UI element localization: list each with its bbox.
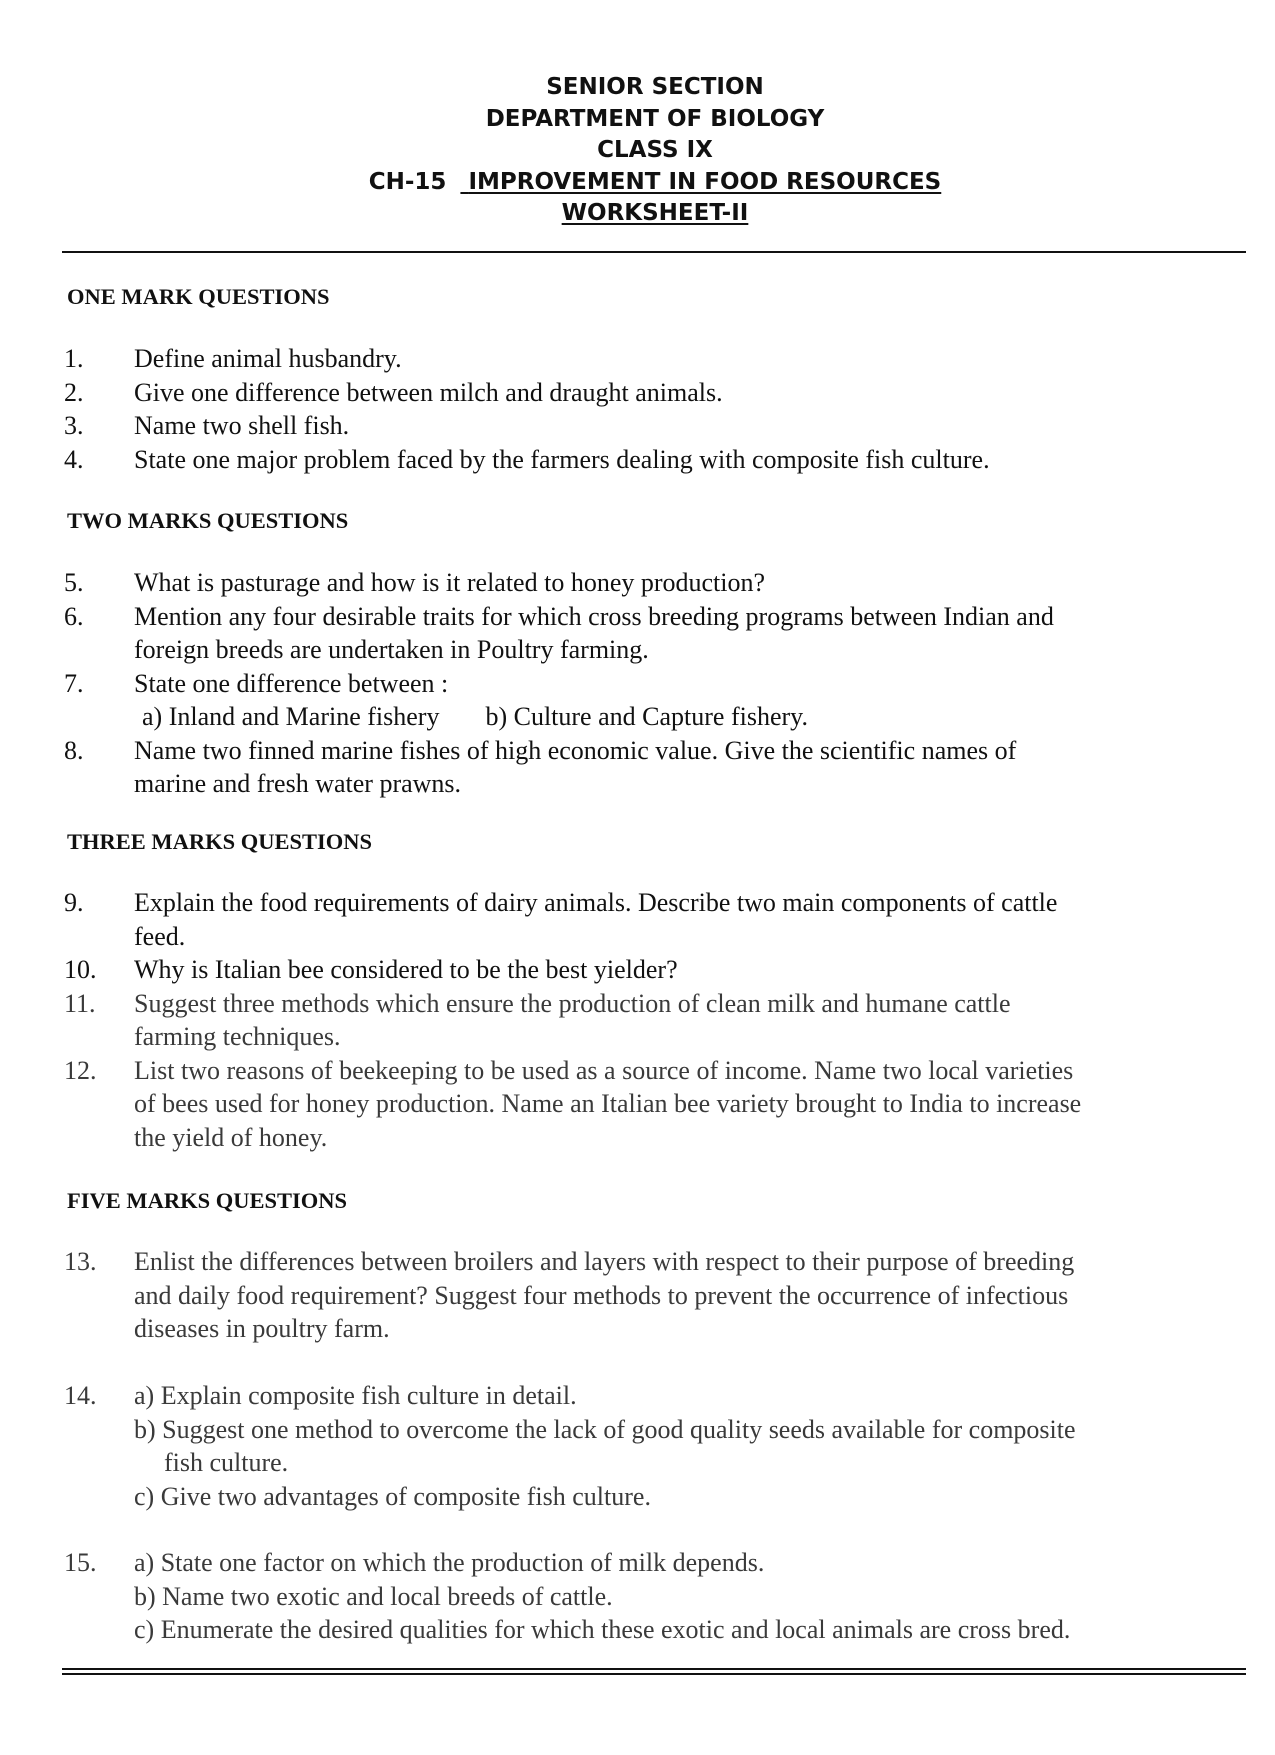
question-text: feed. bbox=[134, 921, 186, 951]
question-number: 13. bbox=[64, 1247, 97, 1276]
worksheet-header bbox=[0, 72, 1275, 230]
question-number: 9. bbox=[64, 888, 84, 917]
worksheet-title: WORKSHEET-II bbox=[561, 200, 749, 226]
question-number: 10. bbox=[64, 955, 97, 984]
question-text: b) Name two exotic and local breeds of cattle. bbox=[134, 1581, 613, 1611]
question-text: farming techniques. bbox=[134, 1022, 341, 1051]
question-text: Suggest three methods which ensure the production of clean milk and humane cattle bbox=[134, 988, 1011, 1018]
question-parts bbox=[134, 700, 808, 734]
question-text: a) State one factor on which the production of milk depends. bbox=[134, 1548, 765, 1577]
question-text: State one difference between : bbox=[134, 668, 449, 698]
section-two-marks: TWO MARKS QUESTIONS bbox=[67, 508, 349, 533]
question-text: Name two finned marine fishes of high economic value. Give the scientific names of bbox=[134, 735, 1017, 765]
question-text: fish culture. bbox=[164, 1448, 289, 1477]
question-number: 15. bbox=[64, 1548, 97, 1577]
chapter-title: IMPROVEMENT IN FOOD RESOURCES bbox=[468, 168, 942, 195]
question-number: 2. bbox=[64, 377, 84, 407]
question-text: foreign breeds are undertaken in Poultry farming. bbox=[134, 635, 649, 664]
question-text: of bees used for honey production. Name an Italian bee variety brought to India to increase bbox=[134, 1089, 1082, 1118]
question-number: 4. bbox=[64, 444, 84, 474]
question-text: b) Suggest one method to overcome the lack of good quality seeds available for composite bbox=[134, 1414, 1076, 1444]
footer-divider-top bbox=[62, 1668, 1246, 1670]
class-label: CLASS IX bbox=[597, 137, 713, 163]
part-b: b) Culture and Capture fishery. bbox=[485, 702, 808, 731]
question-text: Name two shell fish. bbox=[134, 411, 350, 440]
question-number: 5. bbox=[64, 568, 84, 597]
school-section: SENIOR SECTION bbox=[546, 74, 764, 100]
question-text: diseases in poultry farm. bbox=[134, 1314, 390, 1343]
question-number: 11. bbox=[64, 988, 96, 1018]
question-number: 6. bbox=[64, 601, 84, 631]
question-text: Give one difference between milch and draught animals. bbox=[134, 377, 723, 407]
question-text: and daily food requirement? Suggest four methods to prevent the occurrence of infectious bbox=[134, 1280, 1069, 1310]
question-number: 14. bbox=[64, 1381, 97, 1410]
part-a: a) Inland and Marine fishery bbox=[142, 702, 440, 731]
footer-divider-bottom bbox=[62, 1673, 1246, 1675]
question-text: marine and fresh water prawns. bbox=[134, 769, 462, 798]
question-text: Explain the food requirements of dairy animals. Describe two main components of cattle bbox=[134, 888, 1058, 917]
question-text: the yield of honey. bbox=[134, 1122, 328, 1152]
question-text: Enlist the differences between broilers and layers with respect to their purpose of breeding bbox=[134, 1247, 1075, 1276]
question-text: Why is Italian bee considered to be the best yielder? bbox=[134, 955, 678, 984]
question-number: 1. bbox=[64, 344, 84, 373]
question-text: What is pasturage and how is it related to honey production? bbox=[134, 568, 766, 597]
chapter-code: CH-15 bbox=[368, 168, 447, 195]
chapter-line bbox=[0, 167, 1275, 199]
question-number: 8. bbox=[64, 735, 84, 765]
question-number: 12. bbox=[64, 1055, 97, 1085]
question-text: a) Explain composite fish culture in detail. bbox=[134, 1381, 577, 1410]
question-text: List two reasons of beekeeping to be used as a source of income. Name two local varieties bbox=[134, 1055, 1074, 1085]
question-text: Define animal husbandry. bbox=[134, 344, 402, 373]
question-text: c) Enumerate the desired qualities for which these exotic and local animals are cross bred. bbox=[134, 1615, 1071, 1644]
question-text: Mention any four desirable traits for which cross breeding programs between Indian and bbox=[134, 601, 1054, 631]
header-divider bbox=[62, 251, 1246, 253]
section-three-marks: THREE MARKS QUESTIONS bbox=[67, 829, 373, 854]
section-five-marks: FIVE MARKS QUESTIONS bbox=[67, 1188, 348, 1213]
section-one-mark: ONE MARK QUESTIONS bbox=[67, 284, 330, 309]
question-number: 3. bbox=[64, 411, 84, 440]
question-text: State one major problem faced by the farmers dealing with composite fish culture. bbox=[134, 444, 990, 474]
question-number: 7. bbox=[64, 668, 84, 698]
department: DEPARTMENT OF BIOLOGY bbox=[485, 105, 825, 132]
question-text: c) Give two advantages of composite fish culture. bbox=[134, 1481, 651, 1511]
